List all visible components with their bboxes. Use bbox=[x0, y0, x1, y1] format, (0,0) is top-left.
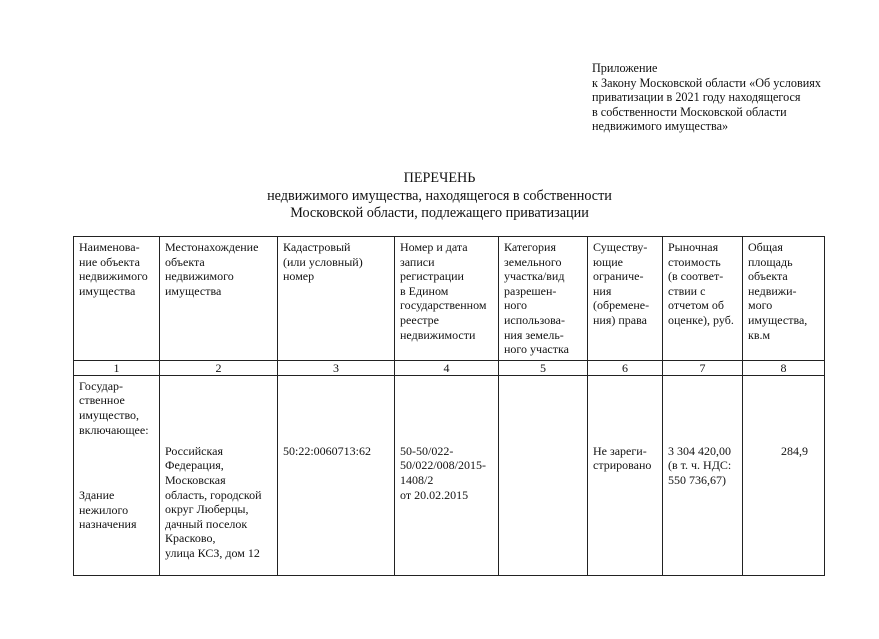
spacer bbox=[748, 379, 808, 444]
property-table bbox=[73, 236, 825, 576]
column-number: 5 bbox=[499, 360, 588, 375]
column-number: 6 bbox=[588, 360, 663, 375]
location: Российская Федерация, Московская область, городской округ Люберцы, дачный поселок Красково, улица КСЗ, дом 12 bbox=[165, 443, 262, 560]
market-value-cell bbox=[663, 375, 743, 575]
cadastral-cell bbox=[278, 375, 395, 575]
title-line-2: Московской области, подлежащего приватизации bbox=[290, 205, 589, 221]
column-number-row bbox=[74, 360, 825, 375]
registration-cell bbox=[395, 375, 499, 575]
encumbrance-cell bbox=[588, 375, 663, 575]
header-row bbox=[74, 237, 825, 361]
header-cell: Наименова- ние объекта недвижимого имущества bbox=[74, 237, 160, 361]
header-cell: Местонахождение объекта недвижимого имущества bbox=[160, 237, 278, 361]
column-number: 2 bbox=[160, 360, 278, 375]
document-title bbox=[0, 170, 879, 223]
table-row bbox=[74, 375, 825, 575]
spacer bbox=[283, 379, 390, 444]
header-cell: Рыночная стоимость (в соответ- ствии с отчетом об оценке), руб. bbox=[663, 237, 743, 361]
appendix-line: недвижимого имущества» bbox=[592, 119, 729, 134]
cadastral-number: 50:22:0060713:62 bbox=[283, 443, 372, 458]
spacer bbox=[593, 379, 658, 444]
spacer bbox=[400, 379, 494, 444]
market-value: 3 304 420,00 (в т. ч. НДС: 550 736,67) bbox=[668, 443, 732, 487]
appendix-line: приватизации в 2021 году находящегося bbox=[592, 90, 801, 105]
column-number: 3 bbox=[278, 360, 395, 375]
column-number: 7 bbox=[663, 360, 743, 375]
location-cell bbox=[160, 375, 278, 575]
area: 284,9 bbox=[781, 443, 808, 458]
spacer bbox=[165, 379, 273, 444]
registration-record: 50-50/022- 50/022/008/2015- 1408/2 от 20.02.2015 bbox=[400, 443, 486, 502]
land-category-cell bbox=[499, 375, 588, 575]
header-cell: Номер и дата записи регистрации в Едином государственном реестре недвижимости bbox=[395, 237, 499, 361]
area-cell bbox=[743, 375, 825, 575]
appendix-line: Приложение bbox=[592, 61, 658, 75]
column-number: 1 bbox=[74, 360, 160, 375]
spacer bbox=[79, 437, 155, 488]
header-cell: Категория земельного участка/вид разрешен- ного использова- ния земель- ного участка bbox=[499, 237, 588, 361]
encumbrance: Не зареги- стрировано bbox=[593, 443, 652, 473]
title-heading: ПЕРЕЧЕНЬ bbox=[403, 170, 476, 186]
spacer bbox=[668, 379, 738, 444]
object-name-cell bbox=[74, 375, 160, 575]
header-cell: Существу- ющие ограниче- ния (обремене- ния) права bbox=[588, 237, 663, 361]
group-label: Государ- ственное имущество, включающее: bbox=[79, 378, 149, 437]
appendix-line: к Закону Московской области «Об условиях bbox=[592, 75, 821, 90]
object-name: Здание нежилого назначения bbox=[79, 488, 137, 532]
title-line-1: недвижимого имущества, находящегося в собственности bbox=[267, 187, 612, 204]
appendix-line: в собственности Московской области bbox=[592, 104, 787, 119]
header-cell: Общая площадь объекта недвижи- мого имущества, кв.м bbox=[743, 237, 825, 361]
header-cell: Кадастровый (или условный) номер bbox=[278, 237, 395, 361]
column-number: 4 bbox=[395, 360, 499, 375]
column-number: 8 bbox=[743, 360, 825, 375]
appendix-note bbox=[592, 61, 862, 134]
